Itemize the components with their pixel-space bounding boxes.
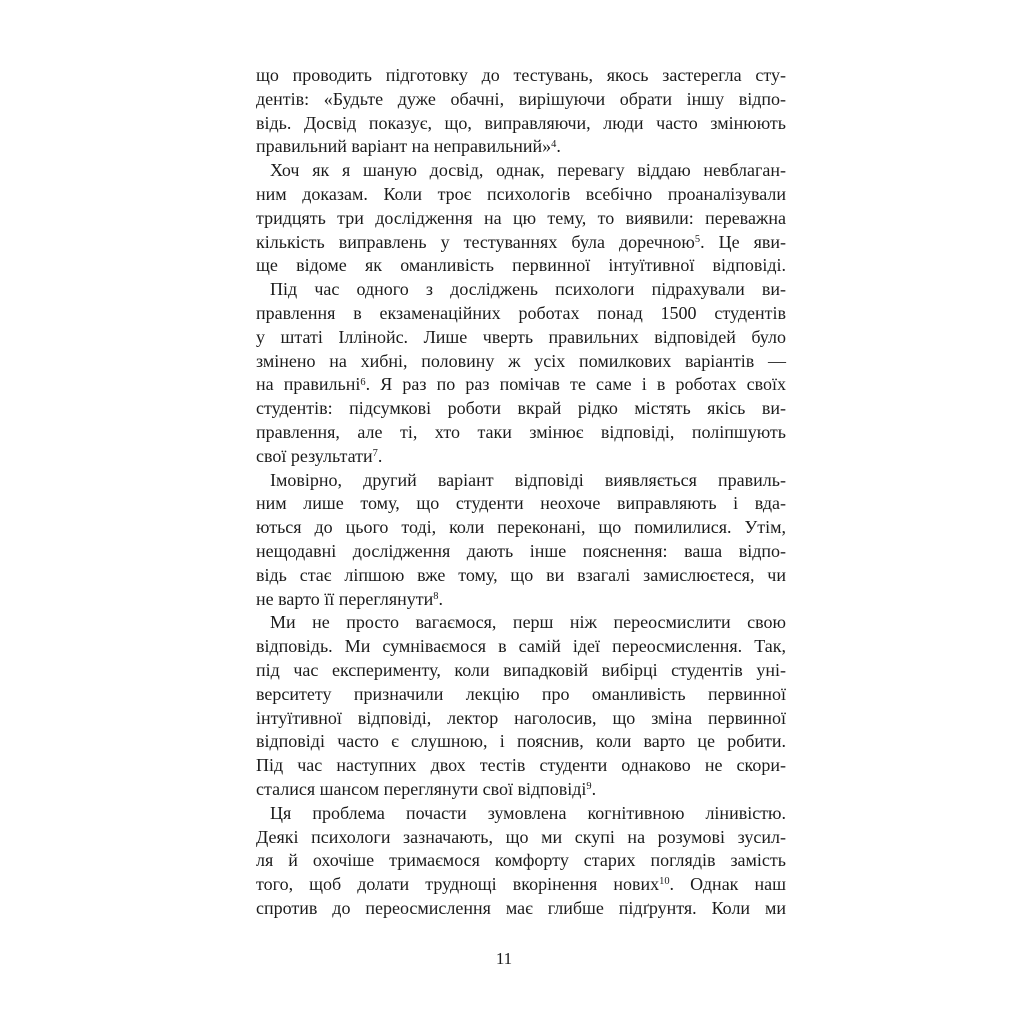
text-line: ще відоме як оманливість первинної інтуїтивної відповіді. <box>256 255 786 276</box>
text-line: дентів: «Будьте дуже обачні, вирішуючи обрати іншу відпо- <box>256 88 786 109</box>
paragraph <box>256 64 786 159</box>
footnote-ref: 6 <box>360 376 366 388</box>
text-line: Імовірно, другий варіант відповіді виявляється правиль- <box>270 469 786 490</box>
text-line: студентів: підсумкові роботи вкрай рідко містять якісь ви- <box>256 398 786 419</box>
text-line: відь. Досвід показує, що, виправляючи, люди часто змінюють <box>256 112 786 133</box>
text-line: Хоч як я шаную досвід, однак, перевагу віддаю невблаган- <box>270 160 786 181</box>
footnote-ref: 5 <box>694 233 701 245</box>
footnote-ref: 10 <box>659 876 670 888</box>
paragraph <box>256 611 786 801</box>
footnote-ref: 7 <box>372 448 378 460</box>
text-line: у штаті Іллінойс. Лише чверть правильних відповідей було <box>256 326 786 347</box>
text-line: кількість виправлень у тестуваннях була доречною$^5$. Це яви- <box>256 231 786 252</box>
text-block <box>256 64 786 921</box>
text-line: правильний варіант на неправильний»$^4$. <box>256 136 561 157</box>
text-line: ються до цього тоді, коли переконані, що помилилися. Утім, <box>256 517 786 538</box>
paragraph <box>256 802 786 921</box>
text-line: Під час наступних двох тестів студенти однаково не скори- <box>256 755 786 776</box>
text-line: Ми не просто вагаємося, перш ніж переосмислити свою <box>270 612 786 633</box>
paragraph <box>256 278 786 468</box>
text-line: відповідь. Ми сумніваємося в самій ідеї переосмислення. Так, <box>256 636 786 657</box>
text-line: змінено на хибні, половину ж усіх помилкових варіантів — <box>256 350 786 371</box>
footnote-ref: 4 <box>551 138 557 150</box>
text-line: не варто її переглянути$^8$. <box>256 588 443 609</box>
text-line: свої результати$^7$. <box>256 445 383 466</box>
text-line: відповіді часто є слушною, і пояснив, коли варто це робити. <box>256 731 786 752</box>
text-line: під час експерименту, коли випадковій вибірці студентів уні- <box>256 659 786 680</box>
text-line: сталися шансом переглянути свої відповіді$^9$. <box>256 778 597 799</box>
text-line: ним доказам. Коли троє психологів всебічно проаналізували <box>256 183 786 204</box>
text-line: правлення, але ті, хто таки змінює відповіді, поліпшують <box>256 421 786 442</box>
footnote-ref: 9 <box>586 781 592 793</box>
page-number: 11 <box>495 949 513 968</box>
text-line: ля й охочіше тримаємося комфорту старих поглядів замість <box>256 850 786 871</box>
text-line: Під час одного з досліджень психологи підрахували ви- <box>270 279 786 300</box>
text-line: тридцять три дослідження на цю тему, то виявили: переважна <box>256 207 786 228</box>
text-line: на правильні$^6$. Я раз по раз помічав те саме і в роботах своїх <box>256 374 787 395</box>
text-line: що проводить підготовку до тестувань, якось застерегла сту- <box>256 65 786 85</box>
text-line: інтуїтивної відповіді, лектор наголосив, що зміна первинної <box>256 707 786 728</box>
text-line: відь стає ліпшою вже тому, що ви взагалі замислюєтеся, чи <box>256 564 786 585</box>
paragraph <box>256 469 786 612</box>
text-line: того, щоб долати труднощі вкорінення нових$^{10}$. Однак наш <box>256 874 786 895</box>
text-line: Деякі психологи зазначають, що ми скупі на розумові зусил- <box>256 826 786 847</box>
footnote-ref: 8 <box>433 590 439 602</box>
text-line: ним лише тому, що студенти неохоче виправляють і вда- <box>256 493 786 514</box>
text-line: спротив до переосмислення має глибше підґрунтя. Коли ми <box>256 897 786 918</box>
paragraph <box>256 159 786 278</box>
text-line: Ця проблема почасти зумовлена когнітивною лінивістю. <box>270 802 786 823</box>
text-line: правлення в екзаменаційних роботах понад 1500 студентів <box>256 302 786 323</box>
text-line: верситету призначили лекцію про оманливість первинної <box>256 683 786 704</box>
text-line: нещодавні дослідження дають інше пояснення: ваша відпо- <box>256 540 786 561</box>
